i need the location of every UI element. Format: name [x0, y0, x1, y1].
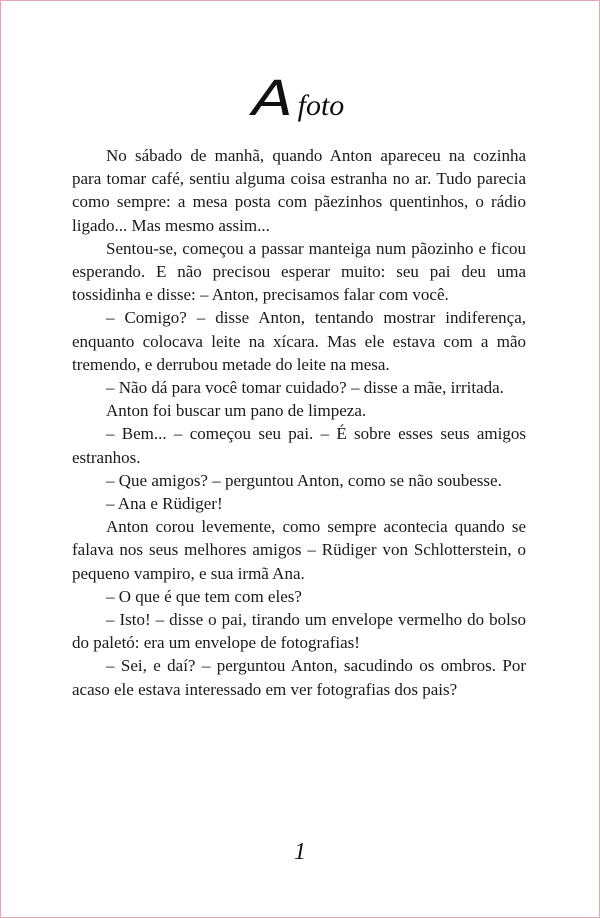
paragraph: – Sei, e daí? – perguntou Anton, sacudindo os ombros. Por acaso ele estava interessado em ver fotografias dos pais?	[72, 656, 526, 699]
paragraph: Anton corou levemente, como sempre acontecia quando se falava nos seus melhores amigos – Rüdiger von Schlotterstein, o pequeno vampiro, e sua irmã Ana.	[72, 517, 526, 583]
paragraph: – Não dá para você tomar cuidado? – disse a mãe, irritada.	[106, 378, 504, 398]
chapter-title	[1, 71, 599, 127]
chapter-title-text: foto	[297, 89, 345, 122]
paragraph: – Ana e Rüdiger!	[106, 494, 223, 514]
paragraph: Anton foi buscar um pano de limpeza.	[106, 401, 367, 421]
paragraph: – Que amigos? – perguntou Anton, como se não soubesse.	[106, 470, 502, 490]
paragraph: – O que é que tem com eles?	[106, 586, 302, 606]
paragraph: – Isto! – disse o pai, tirando um envelope vermelho do bolso do paletó: era um envelope de fotografias!	[72, 610, 526, 653]
chapter-body	[72, 144, 526, 701]
paragraph: – Bem... – começou seu pai. – É sobre esses seus amigos estranhos.	[72, 424, 526, 467]
page-number: 1	[294, 839, 306, 865]
chapter-title-initial: A	[251, 71, 291, 127]
paragraph: No sábado de manhã, quando Anton apareceu na cozinha para tomar café, sentiu alguma coisa estranha no ar. Tudo parecia como sempre: a mesa posta com pãezinhos quentinhos, o rádio ligado... Mas mesmo assim...	[72, 146, 526, 235]
paragraph: – Comigo? – disse Anton, tentando mostrar indiferença, enquanto colocava leite na xícara. Mas ele estava com a mão tremendo, e derrubou metade do leite na mesa.	[72, 308, 526, 374]
paragraph: Sentou-se, começou a passar manteiga num pãozinho e ficou esperando. E não precisou esperar muito: seu pai deu uma tossidinha e disse: – Anton, precisamos falar com você.	[72, 238, 526, 305]
